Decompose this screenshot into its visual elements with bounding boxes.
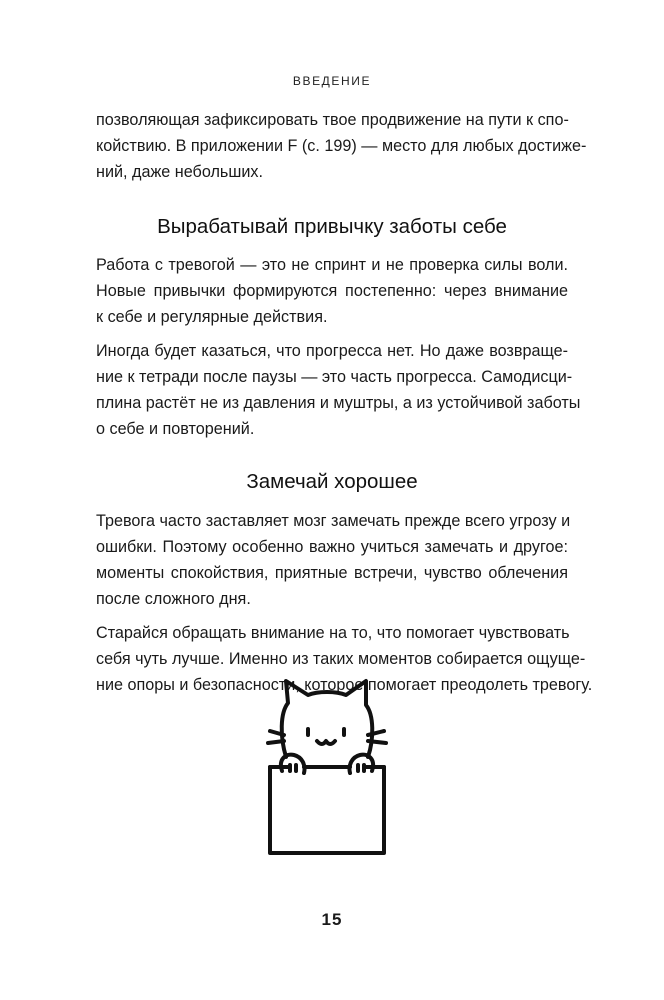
page-body	[96, 107, 593, 706]
cat-paw-right	[349, 755, 373, 773]
text-line: плина растёт не из давления и муштры, а из устойчивой заботы	[96, 394, 581, 412]
cat-paw-left-toes	[290, 765, 296, 771]
text-line: ошибки. Поэтому особенно важно учиться замечать и другое:	[96, 538, 568, 556]
text-line: ние опоры и безопасности, которое помогает преодолеть тревогу.	[96, 676, 593, 694]
text-line: ние к тетради после паузы — это часть прогресса. Самодисци-	[96, 368, 573, 386]
text-line: моменты спокойствия, приятные встречи, чувство облечения	[96, 564, 568, 582]
text-line: к себе и регулярные действия.	[96, 308, 328, 326]
cat-paw-left	[281, 755, 305, 773]
text-line: о себе и повторений.	[96, 420, 255, 438]
cat-in-box-icon	[262, 675, 392, 865]
cat-paw-right-toes	[358, 765, 364, 771]
intro-paragraph	[96, 107, 587, 185]
cat-box	[270, 767, 384, 853]
habit-paragraph-2	[96, 338, 581, 442]
text-line: Тревога часто заставляет мозг замечать прежде всего угрозу и	[96, 512, 571, 530]
text-line: Старайся обращать внимание на то, что помогает чувствовать	[96, 624, 570, 642]
text-line: ний, даже небольших.	[96, 163, 263, 181]
good-paragraph-1	[96, 508, 571, 612]
text-line: после сложного дня.	[96, 590, 251, 608]
text-line: себя чуть лучше. Именно из таких моментов собирается ощуще-	[96, 650, 586, 668]
running-head: ВВЕДЕНИЕ	[292, 74, 372, 88]
cat-mouth	[317, 741, 335, 744]
cat-head	[282, 681, 373, 757]
text-line: Новые привычки формируются постепенно: через внимание	[96, 282, 568, 300]
text-line: Работа с тревогой — это не спринт и не проверка силы воли.	[96, 256, 568, 274]
text-line: койствию. В приложении F (с. 199) — место для любых достиже-	[96, 137, 587, 155]
page-number: 15	[321, 910, 343, 929]
text-line: позволяющая зафиксировать твое продвижение на пути к спо-	[96, 111, 569, 129]
section-heading-habit: Вырабатывай привычку заботы себе	[157, 215, 507, 238]
section-heading-good: Замечай хорошее	[246, 470, 418, 493]
text-line: Иногда будет казаться, что прогресса нет. Но даже возвраще-	[96, 342, 568, 360]
habit-paragraph-1	[96, 252, 568, 330]
